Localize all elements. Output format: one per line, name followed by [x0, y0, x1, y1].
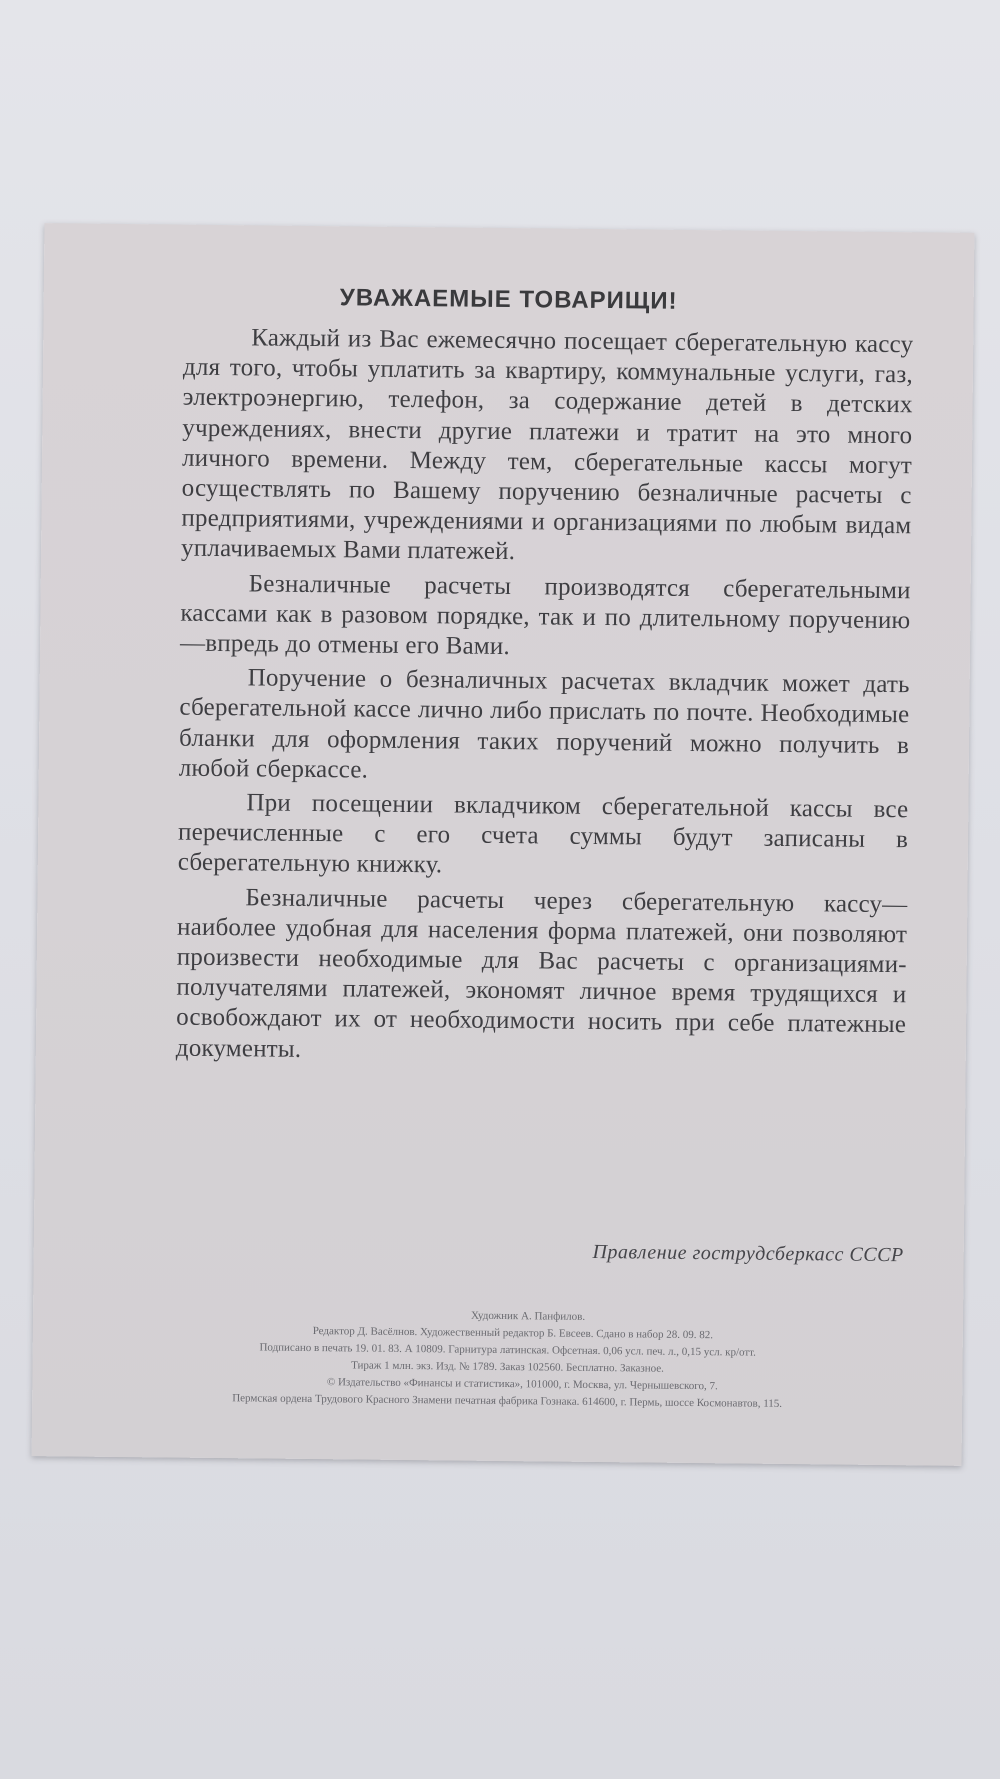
paragraph-3: Поручение о безналичных расчетах вкладчик может дать сберегательной кассе лично либо прислать по почте. Необходимые бланки для оформления таких поручений можно получить в любой сберкассе.	[178, 664, 910, 784]
imprint-line: © Издательство «Финансы и статистика», 101000, г. Москва, ул. Чернышевского, 7.	[326, 1376, 718, 1393]
paragraph-5: Безналичные расчеты через сберегательную кассу—наиболее удобная для населения форма платежей, они позволяют произвести необходимые для Вас расчеты с организациями-получателями платежей, экономят личное время трудящихся и освобождают их от необходимости носить при себе платежные документы.	[175, 883, 908, 1063]
paragraph-1: Каждый из Вас ежемесячно посещает сберегательную кассу для того, чтобы уплатить за квартиру, коммунальные услуги, газ, электроэнергию, телефон, за содержание детей в детских учреждениях, внести другие платежи и тратит на это много личного времени. Между тем, сберегательные кассы могут осуществлять по Вашему поручению безналичные расчеты с предприятиями, учреждениями и организациями по любым видам уплачиваемых Вами платежей.	[180, 324, 914, 566]
paragraph-4: При посещении вкладчиком сберегательной кассы все перечисленные с его счета суммы будут записаны в сберегательную книжку.	[177, 789, 909, 879]
letter-title: УВАЖАЕМЫЕ ТОВАРИЩИ!	[339, 284, 678, 315]
imprint-line: Редактор Д. Васёлнов. Художественный редактор Б. Евсеев. Сдано в набор 28. 09. 82.	[312, 1325, 714, 1342]
paragraph-2: Безналичные расчеты производятся сберегательными кассами как в разовом порядке, так и по длительному поручению—впредь до отмены его Вами.	[179, 569, 911, 661]
letter-body	[176, 323, 914, 1075]
imprint-line: Подписано в печать 19. 01. 83. А 10809. Гарнитура латинская. Офсетная. 0,06 усл. печ. л., 0,15 усл. кр/отт.	[259, 1341, 756, 1359]
imprint-line: Тираж 1 млн. экз. Изд. № 1789. Заказ 102560. Бесплатно. Заказное.	[351, 1359, 665, 1375]
signature: Правление гострудсберкасс СССР	[592, 1240, 904, 1267]
imprint-block	[112, 1304, 903, 1414]
imprint-line: Художник А. Панфилов.	[470, 1309, 586, 1323]
imprint-line: Пермская ордена Трудового Красного Знамени печатная фабрика Гознака. 614600, г. Пермь, шоссе Космонавтов, 115.	[232, 1392, 783, 1410]
leaflet-sheet	[32, 223, 975, 1466]
